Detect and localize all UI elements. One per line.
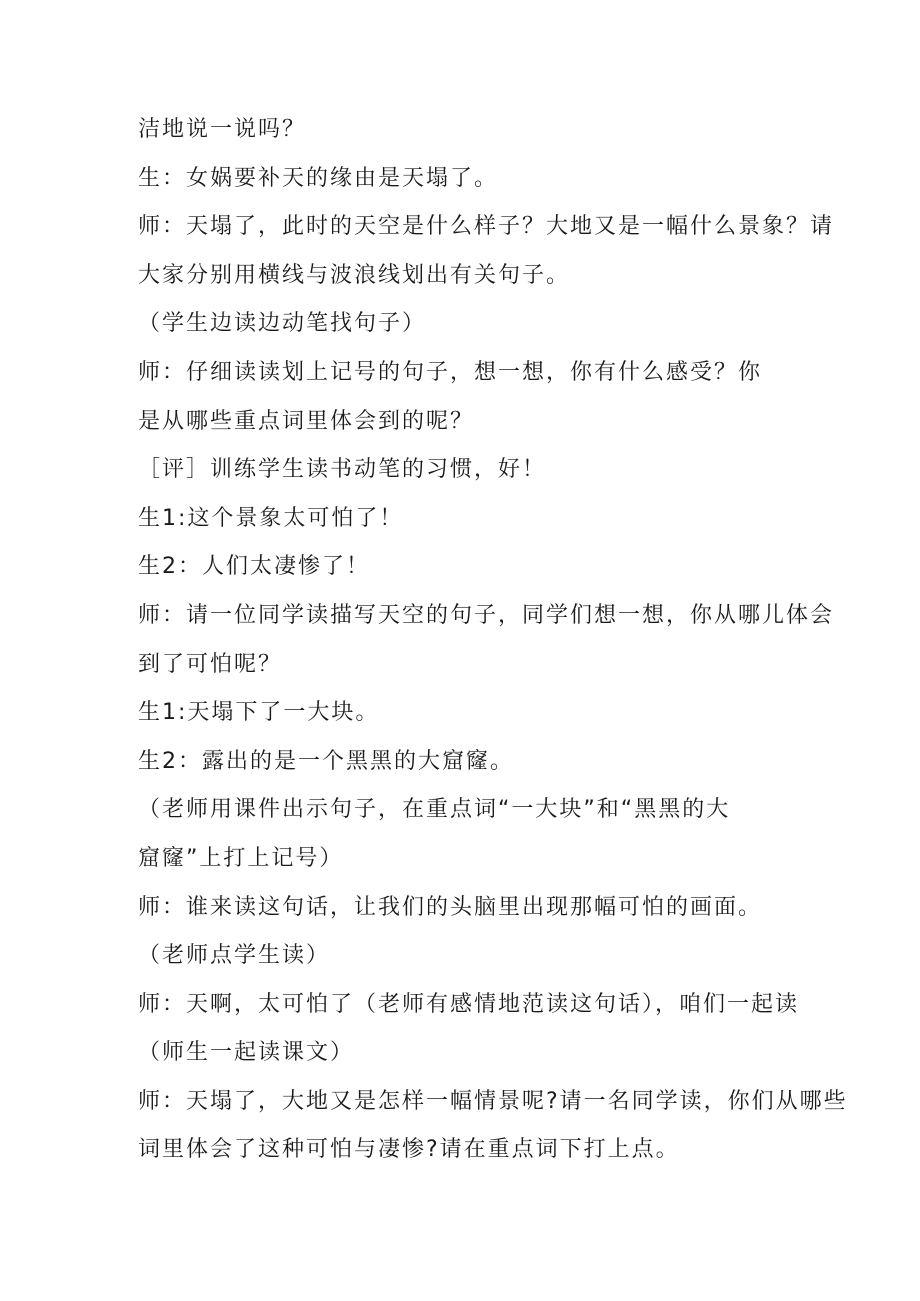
text-line-14: 生2：露出的是一个黑黑的大窟窿。 xyxy=(138,748,514,774)
text-line-20: （师生一起读课文） xyxy=(138,1040,355,1066)
text-line-8: ［评］训练学生读书动笔的习惯，好！ xyxy=(138,457,547,483)
text-line-7: 是从哪些重点词里体会到的呢？ xyxy=(138,408,475,434)
text-line-1: 洁地说一说吗？ xyxy=(138,117,307,142)
text-line-5: （学生边读边动笔找句子） xyxy=(138,311,427,337)
text-line-15: （老师用课件出示句子，在重点词“一大块”和“黑黑的大 xyxy=(138,797,731,823)
text-line-18: （老师点学生读） xyxy=(138,943,331,969)
text-line-13: 生1:天塌下了一大块。 xyxy=(138,700,380,726)
text-line-9: 生1:这个景象太可怕了！ xyxy=(138,505,404,531)
document-body xyxy=(138,112,848,1181)
text-line-4: 大家分别用横线与波浪线划出有关句子。 xyxy=(138,262,571,288)
text-line-16: 窟窿”上打上记号） xyxy=(138,845,344,871)
text-line-22: 词里体会了这种可怕与凄惨?请在重点词下打上点。 xyxy=(138,1137,680,1163)
text-line-12: 到了可怕呢？ xyxy=(138,651,283,677)
text-line-21: 师：天塌了，大地又是怎样一幅情景呢?请一名同学读，你们从哪些 xyxy=(138,1088,848,1114)
text-line-3: 师：天塌了，此时的天空是什么样子？大地又是一幅什么景象？请 xyxy=(138,214,835,240)
text-line-6: 师：仔细读读划上记号的句子，想一想，你有什么感受？你 xyxy=(138,359,763,385)
text-line-19: 师：天啊，太可怕了（老师有感情地范读这句话），咱们一起读 xyxy=(138,991,800,1017)
text-line-11: 师：请一位同学读描写天空的句子，同学们想一想，你从哪儿体会 xyxy=(138,602,835,628)
text-line-10: 生2：人们太凄惨了！ xyxy=(138,554,370,580)
text-line-2: 生：女娲要补天的缘由是天塌了。 xyxy=(138,165,499,191)
text-line-17: 师：谁来读这句话，让我们的头脑里出现那幅可怕的画面。 xyxy=(138,894,763,920)
